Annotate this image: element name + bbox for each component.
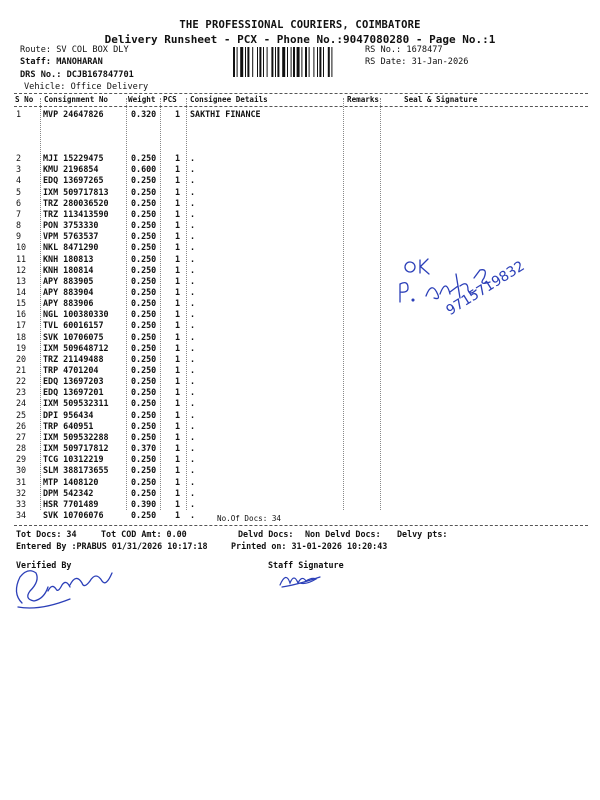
- row-pcs: 1: [175, 197, 181, 208]
- total-docs: Tot Docs: 34: [16, 529, 77, 539]
- row-weight: 0.250: [131, 231, 157, 242]
- row-pcs: 1: [175, 175, 181, 186]
- row-sno: 24: [16, 398, 27, 409]
- row-consignment-no: APY 883905: [43, 275, 94, 286]
- printed-on: Printed on: 31-01-2026 10:20:43: [231, 541, 388, 551]
- row-consignee: .: [190, 443, 196, 454]
- row-pcs: 1: [175, 353, 181, 364]
- row-consignee: .: [190, 487, 196, 498]
- row-weight: 0.250: [131, 409, 157, 420]
- row-sno: 17: [16, 320, 27, 331]
- delivery-points: Delvy pts:: [397, 529, 448, 539]
- delivered-docs: Delvd Docs:: [238, 529, 294, 539]
- row-pcs: 1: [175, 309, 181, 320]
- row-sno: 8: [16, 220, 22, 231]
- row-consignment-no: IXM 509532288: [43, 431, 109, 442]
- row-consignee: .: [190, 242, 196, 253]
- table-row: [0, 510, 600, 521]
- table-row: [0, 231, 600, 242]
- row-consignee: .: [190, 220, 196, 231]
- row-consignment-no: EDQ 13697203: [43, 376, 104, 387]
- row-consignment-no: TCG 10312219: [43, 454, 104, 465]
- row-weight: 0.250: [131, 454, 157, 465]
- table-row: [0, 175, 600, 186]
- col-consignee: Consignee Details: [190, 95, 268, 104]
- row-sno: 12: [16, 264, 27, 275]
- row-consignment-no: TRP 4701204: [43, 365, 99, 375]
- no-of-docs: No.Of Docs: 34: [217, 514, 282, 523]
- row-consignee: .: [190, 431, 196, 442]
- row-consignee: .: [190, 454, 196, 465]
- row-pcs: 1: [175, 331, 181, 342]
- row-pcs: 1: [175, 487, 181, 498]
- row-sno: 5: [16, 186, 22, 197]
- row-weight: 0.250: [131, 264, 157, 275]
- row-pcs: 1: [175, 420, 181, 431]
- table-row: [0, 387, 600, 398]
- row-pcs: 1: [175, 376, 181, 387]
- row-consignment-no: APY 883904: [43, 287, 94, 297]
- row-consignment-no: TRZ 280036520: [43, 197, 109, 208]
- row-weight: 0.250: [131, 220, 157, 231]
- row-sno: 23: [16, 387, 27, 398]
- row-pcs: 1: [175, 153, 181, 164]
- row-consignment-no: SVK 10706075: [43, 331, 104, 342]
- row-weight: 0.250: [131, 320, 157, 331]
- row-sno: 11: [16, 253, 27, 264]
- row-pcs: 1: [175, 409, 181, 420]
- rs-date: RS Date: 31-Jan-2026: [365, 57, 469, 67]
- row-pcs: 1: [175, 398, 181, 409]
- route: Route: SV COL BOX DLY: [20, 45, 129, 55]
- rs-number: RS No.: 1678477: [365, 45, 443, 55]
- row-consignee: .: [190, 264, 196, 275]
- row-pcs: 1: [175, 242, 181, 253]
- row-pcs: 1: [175, 476, 181, 487]
- row-sno: 33: [16, 498, 27, 509]
- company-name: THE PROFESSIONAL COURIERS, COIMBATORE: [179, 19, 421, 31]
- row-weight: 0.250: [131, 509, 157, 520]
- footer-separator: [14, 525, 588, 526]
- row-consignee: .: [190, 231, 196, 242]
- row-weight: 0.600: [131, 164, 157, 175]
- row-consignee: .: [190, 409, 196, 420]
- table-row: [0, 410, 600, 421]
- table-row: [0, 109, 600, 120]
- total-cod-amount: Tot COD Amt: 0.00: [101, 529, 187, 539]
- staff-signature: [276, 567, 326, 591]
- row-consignee: .: [190, 287, 196, 297]
- row-weight: 0.320: [131, 109, 157, 119]
- row-consignment-no: IXM 509717813: [43, 186, 109, 197]
- row-consignee: .: [190, 253, 196, 264]
- row-weight: 0.250: [131, 331, 157, 342]
- row-consignment-no: HSR 7701489: [43, 498, 99, 509]
- row-pcs: 1: [175, 220, 181, 231]
- row-sno: 15: [16, 298, 27, 309]
- row-weight: 0.250: [131, 309, 157, 320]
- staff-signature-label: Staff Signature: [268, 560, 344, 570]
- row-consignment-no: EDQ 13697201: [43, 387, 104, 398]
- row-sno: 22: [16, 376, 27, 387]
- table-row: [0, 398, 600, 409]
- column-header-row: [0, 95, 600, 106]
- row-consignment-no: TRZ 113413590: [43, 208, 109, 219]
- row-weight: 0.250: [131, 353, 157, 364]
- row-consignment-no: NKL 8471290: [43, 242, 99, 253]
- table-row: [0, 421, 600, 432]
- row-sno: 20: [16, 353, 27, 364]
- row-pcs: 1: [175, 231, 181, 242]
- row-consignee: .: [190, 387, 196, 398]
- row-weight: 0.250: [131, 431, 157, 442]
- row-weight: 0.250: [131, 298, 157, 309]
- row-consignment-no: VPM 5763537: [43, 231, 99, 242]
- barcode: [233, 47, 361, 77]
- row-pcs: 1: [175, 365, 181, 375]
- drs-number: DRS No.: DCJB167847701: [20, 70, 134, 80]
- row-consignment-no: DPI 956434: [43, 409, 94, 420]
- row-consignee: .: [190, 365, 196, 375]
- table-row: [0, 365, 600, 376]
- row-consignment-no: SVK 10706076: [43, 509, 104, 520]
- row-consignment-no: MJI 15229475: [43, 153, 104, 164]
- row-consignment-no: EDQ 13697265: [43, 175, 104, 186]
- non-delivered-docs: Non Delvd Docs:: [305, 529, 381, 539]
- runsheet-title: Delivery Runsheet - PCX - Phone No.:9047080280 - Page No.:1: [104, 33, 496, 46]
- row-consignee: .: [190, 331, 196, 342]
- row-weight: 0.250: [131, 175, 157, 186]
- entered-by: Entered By :PRABUS 01/31/2026 10:17:18: [16, 541, 208, 551]
- row-pcs: 1: [175, 186, 181, 197]
- row-consignment-no: DPM 542342: [43, 487, 94, 498]
- row-consignee: .: [190, 275, 196, 286]
- row-consignee: .: [190, 175, 196, 186]
- row-consignee: .: [190, 476, 196, 487]
- row-consignee: .: [190, 309, 196, 320]
- row-weight: 0.250: [131, 342, 157, 353]
- table-row: [0, 209, 600, 220]
- row-sno: 19: [16, 342, 27, 353]
- row-weight: 0.250: [131, 242, 157, 253]
- row-pcs: 1: [175, 253, 181, 264]
- table-row: [0, 187, 600, 198]
- row-weight: 0.250: [131, 186, 157, 197]
- row-sno: 18: [16, 331, 27, 342]
- row-sno: 29: [16, 454, 27, 465]
- row-consignment-no: MTP 1408120: [43, 476, 99, 487]
- row-pcs: 1: [175, 208, 181, 219]
- row-consignee: .: [190, 342, 196, 353]
- row-sno: 2: [16, 153, 22, 164]
- col-seal-signature: Seal & Signature: [404, 95, 478, 104]
- row-sno: 30: [16, 465, 27, 476]
- row-sno: 9: [16, 231, 22, 242]
- vehicle: Vehicle: Office Delivery: [24, 82, 149, 92]
- row-weight: 0.250: [131, 208, 157, 219]
- row-consignment-no: TVL 60016157: [43, 320, 104, 331]
- row-pcs: 1: [175, 387, 181, 398]
- staff: Staff: MANOHARAN: [20, 57, 103, 67]
- row-consignment-no: IXM 509532311: [43, 398, 109, 409]
- row-pcs: 1: [175, 298, 181, 309]
- row-pcs: 1: [175, 342, 181, 353]
- row-weight: 0.250: [131, 153, 157, 164]
- row-pcs: 1: [175, 509, 181, 520]
- row-sno: 7: [16, 208, 22, 219]
- row-sno: 14: [16, 287, 27, 297]
- table-row: [0, 376, 600, 387]
- row-sno: 21: [16, 365, 27, 375]
- row-pcs: 1: [175, 287, 181, 297]
- row-sno: 27: [16, 431, 27, 442]
- col-remarks: Remarks: [347, 95, 380, 104]
- row-sno: 16: [16, 309, 27, 320]
- table-row: [0, 432, 600, 443]
- table-row: [0, 488, 600, 499]
- row-weight: 0.250: [131, 287, 157, 297]
- row-sno: 4: [16, 175, 22, 186]
- row-consignee: .: [190, 353, 196, 364]
- row-consignee: .: [190, 509, 196, 520]
- row-sno: 25: [16, 409, 27, 420]
- row-pcs: 1: [175, 264, 181, 275]
- row-weight: 0.250: [131, 253, 157, 264]
- row-weight: 0.250: [131, 376, 157, 387]
- row-pcs: 1: [175, 164, 181, 175]
- row-consignee: .: [190, 186, 196, 197]
- row-consignee: .: [190, 420, 196, 431]
- row-weight: 0.250: [131, 197, 157, 208]
- row-sno: 31: [16, 476, 27, 487]
- row-pcs: 1: [175, 443, 181, 454]
- row-pcs: 1: [175, 498, 181, 509]
- row-consignment-no: IXM 509717812: [43, 443, 109, 454]
- row-sno: 34: [16, 509, 27, 520]
- row-weight: 0.390: [131, 498, 157, 509]
- row-consignment-no: KNH 180813: [43, 253, 94, 264]
- row-sno: 28: [16, 443, 27, 454]
- col-consignment: Consignment No: [44, 95, 109, 104]
- handwritten-phone: 9715719832: [443, 258, 528, 319]
- row-consignee: .: [190, 398, 196, 409]
- table-row: [0, 198, 600, 209]
- row-consignment-no: MVP 24647826: [43, 109, 104, 119]
- row-pcs: 1: [175, 454, 181, 465]
- row-consignee: .: [190, 153, 196, 164]
- row-consignee: .: [190, 197, 196, 208]
- row-consignment-no: PON 3753330: [43, 220, 99, 231]
- row-weight: 0.250: [131, 420, 157, 431]
- row-consignee: .: [190, 298, 196, 309]
- row-sno: 32: [16, 487, 27, 498]
- row-pcs: 1: [175, 320, 181, 331]
- row-consignment-no: KNH 180814: [43, 264, 94, 275]
- row-pcs: 1: [175, 465, 181, 476]
- table-row: [0, 454, 600, 465]
- row-sno: 6: [16, 197, 22, 208]
- row-sno: 1: [16, 109, 22, 119]
- row-consignee: .: [190, 208, 196, 219]
- row-consignee: .: [190, 465, 196, 476]
- row-pcs: 1: [175, 431, 181, 442]
- table-row: [0, 477, 600, 488]
- row-consignee: .: [190, 498, 196, 509]
- row-consignee: .: [190, 164, 196, 175]
- row-weight: 0.250: [131, 465, 157, 476]
- row-consignment-no: KMU 2196854: [43, 164, 99, 175]
- row-consignment-no: NGL 100380330: [43, 309, 109, 320]
- col-sno: S No: [15, 95, 34, 104]
- row-sno: 10: [16, 242, 27, 253]
- row-weight: 0.250: [131, 387, 157, 398]
- header-separator: [14, 93, 588, 94]
- verifier-signature: [10, 563, 120, 613]
- table-row: [0, 354, 600, 365]
- row-weight: 0.250: [131, 365, 157, 375]
- row-weight: 0.250: [131, 398, 157, 409]
- col-weight: Weight: [128, 95, 156, 104]
- table-row: [0, 153, 600, 164]
- row-sno: 26: [16, 420, 27, 431]
- row-consignment-no: APY 883906: [43, 298, 94, 309]
- row-pcs: 1: [175, 275, 181, 286]
- column-header-separator: [14, 106, 588, 107]
- row-consignee: SAKTHI FINANCE: [190, 109, 261, 119]
- row-weight: 0.250: [131, 487, 157, 498]
- row-pcs: 1: [175, 109, 181, 119]
- row-weight: 0.250: [131, 476, 157, 487]
- table-row: [0, 220, 600, 231]
- row-sno: 3: [16, 164, 22, 175]
- col-pcs: PCS: [163, 95, 177, 104]
- row-consignee: .: [190, 320, 196, 331]
- table-row: [0, 164, 600, 175]
- table-row: [0, 465, 600, 476]
- row-consignment-no: TRZ 21149488: [43, 353, 104, 364]
- row-consignment-no: TRP 640951: [43, 420, 94, 431]
- table-row: [0, 443, 600, 454]
- row-consignee: .: [190, 376, 196, 387]
- row-sno: 13: [16, 275, 27, 286]
- verified-by-label: Verified By: [16, 560, 72, 570]
- row-weight: 0.250: [131, 275, 157, 286]
- row-consignment-no: SLM 388173655: [43, 465, 109, 476]
- table-row: [0, 499, 600, 510]
- row-weight: 0.370: [131, 443, 157, 454]
- row-consignment-no: IXM 509648712: [43, 342, 109, 353]
